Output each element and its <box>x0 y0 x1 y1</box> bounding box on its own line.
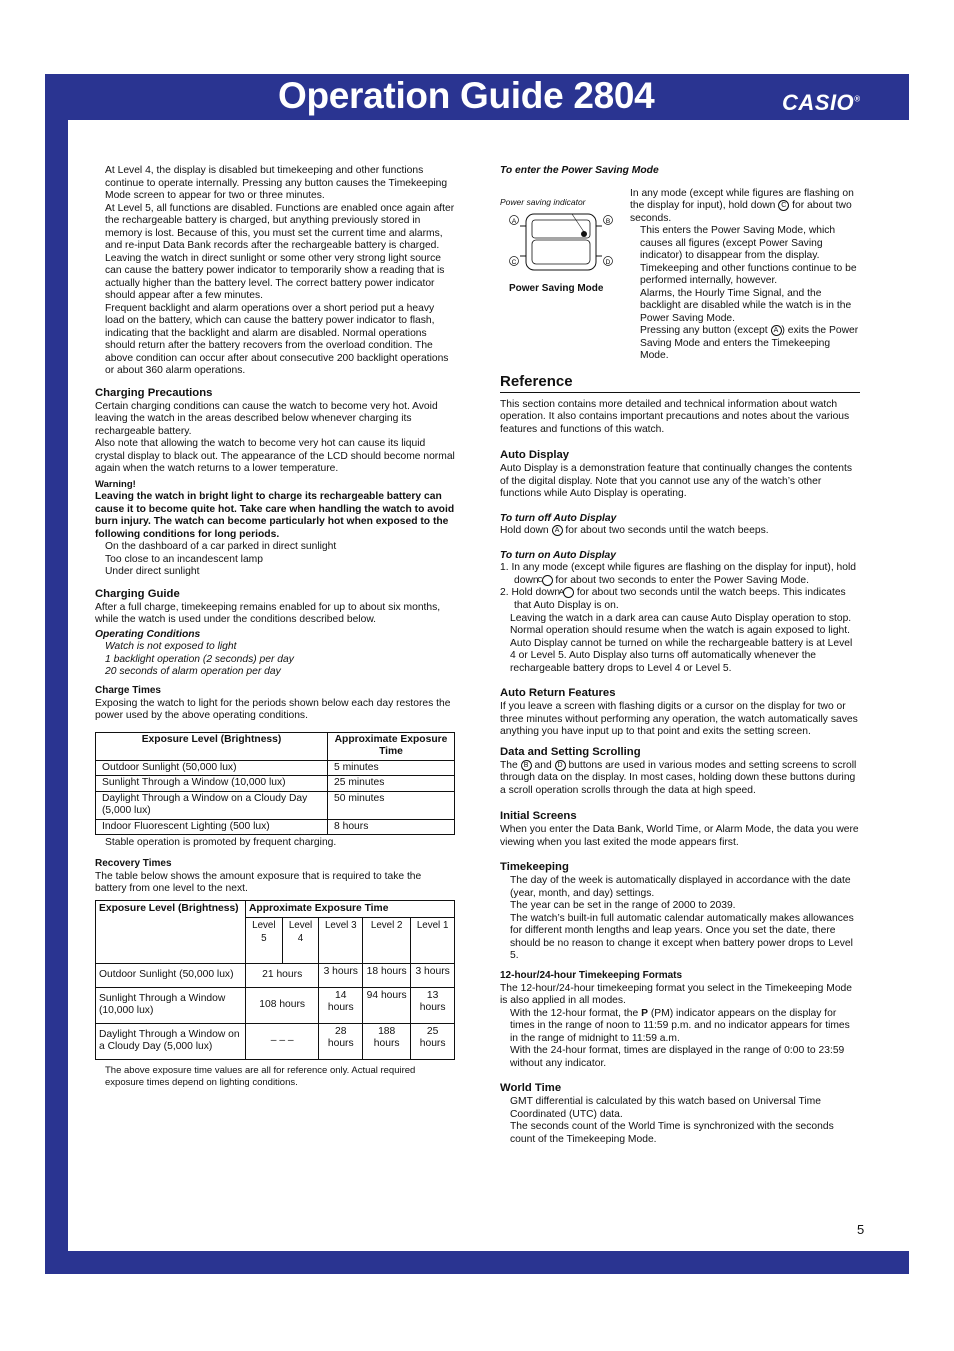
right-column <box>500 165 860 1146</box>
recovery-times-heading: Recovery Times <box>95 857 172 869</box>
table-header: Approximate Exposure Time <box>246 900 455 918</box>
table-cell: 3 hours <box>411 964 455 988</box>
table-row <box>96 791 455 819</box>
brand-text: CASIO <box>782 90 855 115</box>
table-cell: 14 hours <box>319 987 363 1023</box>
text-fragment: (PM) indicator appears on the display for times in the range of noon to 11:59 p.m. and no indicator appears for times in the range of midnight to 11:59 a.m. <box>510 1007 850 1044</box>
button-d-icon: D <box>555 760 566 771</box>
table-cell: 188 hours <box>363 1023 411 1059</box>
turn-on-heading: To turn on Auto Display <box>500 549 616 561</box>
format-24-note: With the 24-hour format, times are displayed in the range of 0:00 to 23:59 without any indicator. <box>510 1045 845 1069</box>
text-fragment: The <box>500 759 518 771</box>
table-note: Stable operation is promoted by frequent charging. <box>105 837 337 848</box>
condition-item: Too close to an incandescent lamp <box>105 553 263 565</box>
table-cell: 50 minutes <box>328 791 455 819</box>
watch-illustration <box>500 178 628 296</box>
charge-times-table <box>95 732 455 836</box>
auto-return-text: If you leave a screen with flashing digits or a cursor on the display for two or three minutes without performing any operation, the watch automatically saves anything you have input up to that point and exits the setting screen. <box>500 701 858 738</box>
charging-precautions-text: Also note that allowing the watch to become very hot can cause its liquid crystal display to black out. The appearance of the LCD should become normal again when the watch returns to a lower temperature. <box>95 438 455 474</box>
auto-display-text: Auto Display is a demonstration feature that continually changes the contents of the digital display. Note that you cannot use any of the watch’s other functions while Auto Display is operating. <box>500 463 853 499</box>
table-cell: 25 minutes <box>328 776 455 792</box>
table-header: Approximate Exposure Time <box>328 732 455 760</box>
timekeeping-note: The year can be set in the range of 2000 to 2039. <box>510 900 736 912</box>
table-cell: Outdoor Sunlight (50,000 lux) <box>96 964 246 988</box>
reference-heading: Reference <box>500 373 860 393</box>
text-fragment: and <box>534 759 552 771</box>
text-fragment: buttons are used in various modes and setting screens to scroll through data on the display. In most cases, holding down these buttons during a scroll operation scrolls through the data at high speed. <box>500 759 857 796</box>
power-saving-instructions <box>630 187 860 363</box>
auto-display-heading: Auto Display <box>500 449 570 461</box>
table-cell: Outdoor Sunlight (50,000 lux) <box>96 760 328 776</box>
instruction-note: Alarms, the Hourly Time Signal, and the backlight are disabled while the watch is in the Power Saving Mode. <box>640 287 852 324</box>
instruction-note <box>630 325 860 363</box>
table-cell: 28 hours <box>319 1023 363 1059</box>
registered-mark: ® <box>854 94 861 104</box>
recovery-times-table <box>95 900 455 1060</box>
level-header: Level 5 <box>246 918 283 964</box>
button-c-label: C <box>511 259 517 266</box>
figure-caption: Power Saving Mode <box>509 282 604 294</box>
intro-para: At Level 5, all functions are disabled. Functions are enabled once again after the rechargeable battery is charged, but anything previously stored in memory is lost. Because of this, you must set the current time and alarms, and re-input Data Bank records after the rechargeable battery is charged. <box>105 202 455 251</box>
level-header: Level 1 <box>411 918 455 964</box>
intro-para: Frequent backlight and alarm operations over a short period put a heavy load on the battery, which can cause the battery power indicator to flash, indicating that the backlight and alarm are disabled. Normal operations should return after the battery recovers from the overload condition. The above condition can occur after about consecutive 200 backlight operations or about 360 alarm operations. <box>105 302 449 376</box>
button-a-icon: A <box>771 325 782 336</box>
table-cell: 3 hours <box>319 964 363 988</box>
table-cell: 8 hours <box>328 819 455 835</box>
text-fragment: In any mode (except while figures are flashing on the display for input), hold down <box>630 187 854 212</box>
operating-conditions-heading: Operating Conditions <box>95 628 201 640</box>
table-row <box>96 987 455 1023</box>
condition-item: On the dashboard of a car parked in direct sunlight <box>105 541 337 552</box>
button-c-icon: C <box>778 200 789 211</box>
button-d-label: D <box>605 259 611 266</box>
level-header: Level 3 <box>319 918 363 964</box>
table-row <box>96 964 455 988</box>
scrolling-heading: Data and Setting Scrolling <box>500 745 641 758</box>
warning-text: Leaving the watch in bright light to charge its rechargeable battery can cause it to become quite hot. Take care when handling the watch to avoid burn injury. The watch can become particularly hot when exposed to the following conditions for long periods. <box>95 491 455 540</box>
table-cell: Sunlight Through a Window (10,000 lux) <box>96 776 328 792</box>
text-fragment: Hold down <box>500 525 549 537</box>
table-cell: – – – <box>246 1023 319 1059</box>
table-row <box>96 776 455 792</box>
table-cell: 13 hours <box>411 987 455 1023</box>
button-b-icon: B <box>521 760 532 771</box>
casio-logo <box>782 90 861 116</box>
table-cell: 108 hours <box>246 987 319 1023</box>
text-fragment: 2. Hold down <box>500 587 561 599</box>
initial-screens-heading: Initial Screens <box>500 810 577 823</box>
auto-display-note: Leaving the watch in a dark area can cause Auto Display operation to stop. Normal operation should resume when the watch is again exposed to light. <box>510 612 852 637</box>
indicator-callout: Power saving indicator <box>500 196 586 207</box>
page-title: Operation Guide 2804 <box>278 75 655 116</box>
table-cell: Daylight Through a Window on a Cloudy Day (5,000 lux) <box>96 791 328 819</box>
table-cell: Sunlight Through a Window (10,000 lux) <box>96 987 246 1023</box>
text-fragment: 1. In any mode (except while figures are flashing on the display for input), hold down <box>500 562 857 586</box>
table-cell: 21 hours <box>246 964 319 988</box>
charging-guide-text: After a full charge, timekeeping remains enabled for up to about six months, while the watch is used under the conditions described below. <box>95 601 441 625</box>
operating-condition-item: Watch is not exposed to light <box>105 641 237 652</box>
level-header: Level 2 <box>363 918 411 964</box>
timekeeping-note: The day of the week is automatically displayed in accordance with the date (year, month, and day) settings. <box>510 875 851 899</box>
instruction-text <box>630 188 860 226</box>
table-cell: Indoor Fluorescent Lighting (500 lux) <box>96 819 328 835</box>
table-cell: 5 minutes <box>328 760 455 776</box>
timekeeping-note: The watch’s built-in full automatic calendar automatically makes allowances for different month lengths and leap years. Once you set the date, there should be no reason to change it except when battery power drops to Level 5. <box>510 912 854 962</box>
world-time-note: GMT differential is calculated by this watch based on Universal Time Coordinated (UTC) data. <box>510 1096 821 1120</box>
text-fragment: for about two seconds until the watch beeps. This indicates that Auto Display is on. <box>514 587 846 612</box>
turn-off-text <box>500 525 860 538</box>
operating-condition-item: 1 backlight operation (2 seconds) per day <box>105 653 294 665</box>
table-row <box>96 760 455 776</box>
instruction-note: Timekeeping and other functions continue to be performed internally, however. <box>640 262 857 287</box>
charging-precautions-text: Certain charging conditions can cause the watch to become very hot. Avoid leaving the watch in the areas described below whenever charging its rechargeable battery. <box>95 400 438 437</box>
text-fragment: for about two seconds to enter the Power Saving Mode. <box>555 574 809 586</box>
button-a-label: A <box>511 218 517 225</box>
table-note: The above exposure time values are all for reference only. Actual required exposure times depend on lighting conditions. <box>105 1064 416 1088</box>
reference-text: This section contains more detailed and technical information about watch operation. It also contains important precautions and notes about the various features and functions of this watch. <box>500 398 850 435</box>
charge-times-heading: Charge Times <box>95 684 161 696</box>
table-header: Exposure Level (Brightness) <box>96 900 246 964</box>
intro-para: Leaving the watch in direct sunlight or some other very strong light source can cause the battery power indicator to temporarily show a reading that is actually higher than the battery level. The correct battery power indicator should appear after a few minutes. <box>105 252 445 301</box>
turn-on-step <box>500 587 860 612</box>
button-b-label: B <box>605 218 611 225</box>
operating-condition-item: 20 seconds of alarm operation per day <box>105 666 281 677</box>
text-fragment: Pressing any button (except <box>640 325 768 337</box>
text-fragment: for about two seconds. <box>630 200 852 224</box>
world-time-note: The seconds count of the World Time is synchronized with the seconds count of the Timekeeping Mode. <box>510 1121 834 1145</box>
pm-indicator-label: P <box>641 1007 648 1019</box>
instruction-note: This enters the Power Saving Mode, which causes all figures (except Power Saving indicator) to disappear from the display. <box>640 225 836 262</box>
auto-display-note: Auto Display cannot be turned on while the rechargeable battery is at Level 4 or Level 5. Auto Display also turns off automatically whenever the rechargeable battery drops to Level 4 or Level 5. <box>510 637 853 674</box>
table-header: Exposure Level (Brightness) <box>96 732 328 760</box>
table-row <box>96 819 455 835</box>
watch-icon <box>502 212 622 274</box>
text-fragment: ) exits the Power Saving Mode and enters the Timekeeping Mode. <box>640 325 859 362</box>
initial-screens-text: When you enter the Data Bank, World Time, or Alarm Mode, the data you were viewing when you last exited the mode appears first. <box>500 824 859 848</box>
turn-on-step <box>500 562 860 587</box>
table-cell: 94 hours <box>363 987 411 1023</box>
charging-precautions-heading: Charging Precautions <box>95 386 213 399</box>
button-c-icon: C <box>542 575 553 586</box>
text-fragment: With the 12-hour format, the <box>510 1007 639 1019</box>
world-time-heading: World Time <box>500 1082 562 1095</box>
table-cell: Daylight Through a Window on a Cloudy Day (5,000 lux) <box>96 1023 246 1059</box>
table-cell: 25 hours <box>411 1023 455 1059</box>
turn-off-heading: To turn off Auto Display <box>500 512 617 524</box>
timekeeping-heading: Timekeeping <box>500 861 569 874</box>
table-cell: 18 hours <box>363 964 411 988</box>
format-12-note <box>500 1008 860 1046</box>
charging-guide-heading: Charging Guide <box>95 587 180 600</box>
power-saving-block <box>500 178 860 362</box>
condition-item: Under direct sunlight <box>105 566 200 577</box>
left-column <box>95 165 455 1089</box>
charge-times-text: Exposing the watch to light for the periods shown below each day restores the power used by the above operating conditions. <box>95 697 451 721</box>
scrolling-text <box>500 760 860 798</box>
recovery-times-text: The table below shows the amount exposure that is required to take the battery from one level to the next. <box>95 870 422 894</box>
button-a-icon: A <box>563 587 574 598</box>
auto-return-heading: Auto Return Features <box>500 687 616 700</box>
button-a-icon: A <box>552 525 563 536</box>
intro-para: At Level 4, the display is disabled but timekeeping and other functions continue to operate internally. Pressing any button causes the Timekeeping Mode screen to appear for two or three minutes. <box>105 165 448 201</box>
formats-text: The 12-hour/24-hour timekeeping format you select in the Timekeeping Mode is also applied in all modes. <box>500 982 853 1007</box>
power-saving-heading: To enter the Power Saving Mode <box>500 165 659 176</box>
warning-label: Warning! <box>95 478 136 490</box>
page-number: 5 <box>857 1222 865 1237</box>
table-row <box>96 1023 455 1059</box>
text-fragment: for about two seconds until the watch beeps. <box>565 525 769 537</box>
formats-heading: 12-hour/24-hour Timekeeping Formats <box>500 969 683 981</box>
level-header: Level 4 <box>282 918 319 964</box>
